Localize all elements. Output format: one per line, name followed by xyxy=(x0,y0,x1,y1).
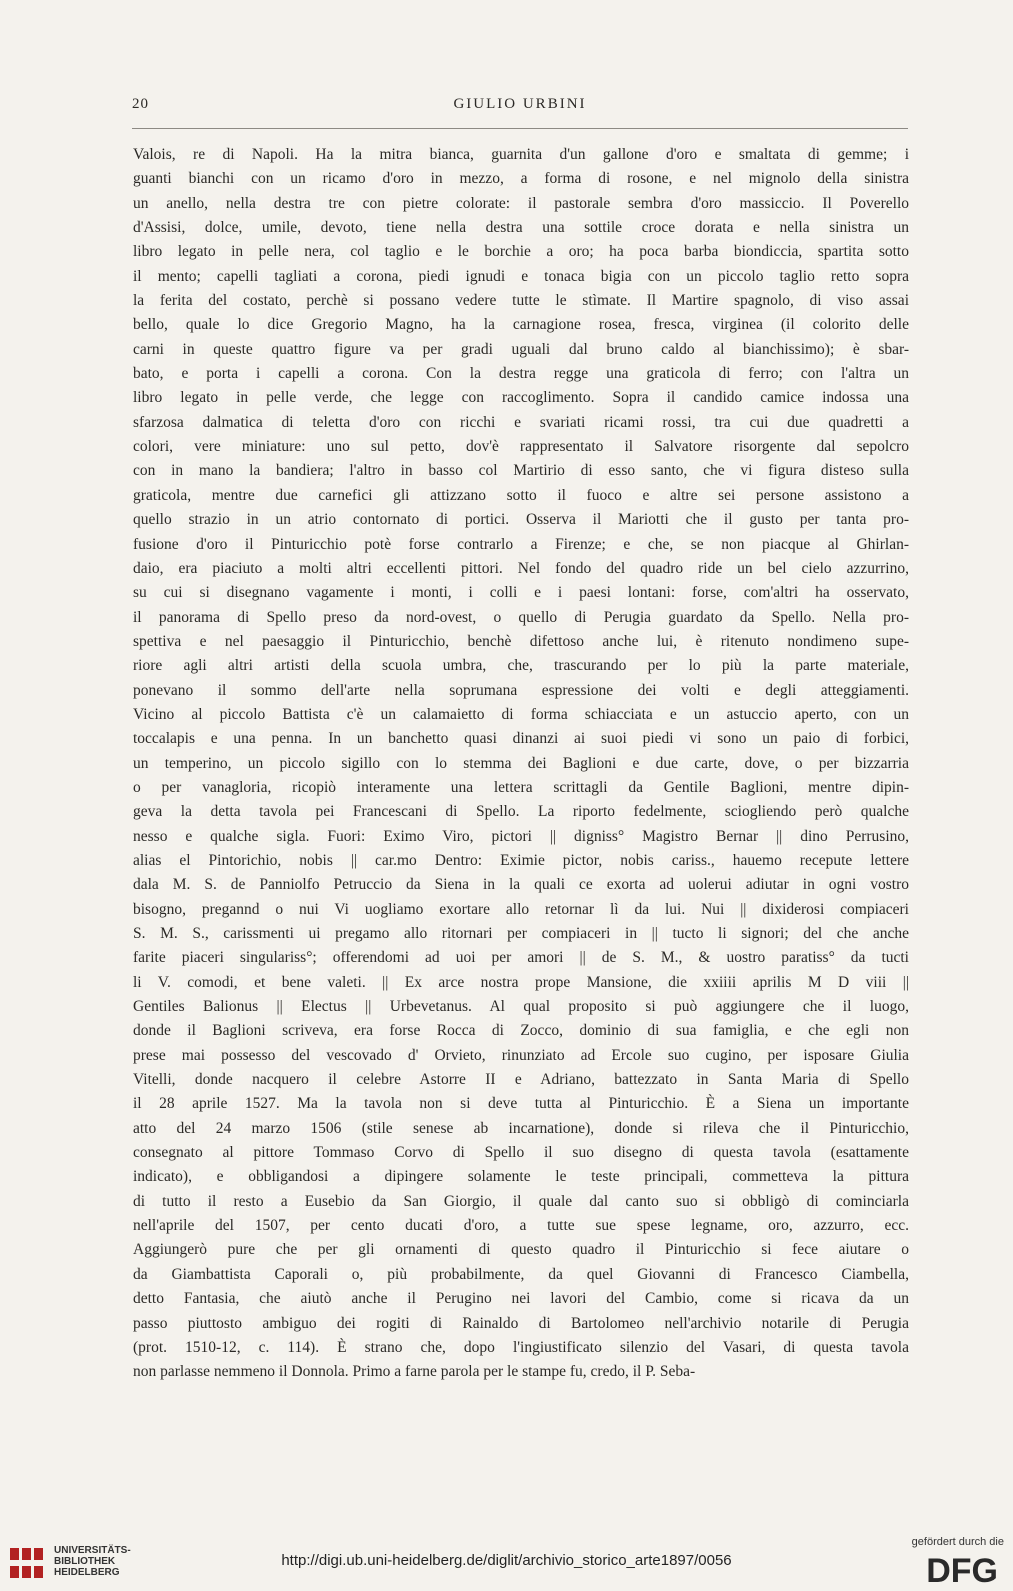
permalink-url[interactable]: http://digi.ub.uni-heidelberg.de/diglit/archivio_storico_arte1897/0056 xyxy=(281,1552,732,1569)
text-line: di tutto il resto a Eusebio da San Giorgio, il quale dal canto suo si obbligò di cominciarla xyxy=(133,1192,909,1210)
text-line: spettiva e nel paesaggio il Pinturicchio, benchè difettoso anche lui, è ritenuto nondimeno supe- xyxy=(133,632,909,650)
text-line: geva la detta tavola pei Francescani di Spello. La riporto fedelmente, sciogliendo però qualche xyxy=(133,803,909,821)
text-line: farite piaceri singulariss°; offerendomi ad uoi per amori || de S. M., & uostro paratiss° da tucti xyxy=(133,949,909,967)
text-line: un temperino, un piccolo sigillo con lo stemma dei Baglioni e due carte, dove, o per bizzarria xyxy=(133,754,909,772)
text-line: ponevano il sommo dell'arte nella soprumana espressione dei volti e degli atteggiamenti. xyxy=(133,681,909,699)
text-line: Vitelli, donde nacquero il celebre Astorre II e Adriano, battezzato in Santa Maria di Spello xyxy=(133,1071,909,1089)
text-line: S. M. S., carissmenti ui pregamo allo ritornari per compiaceri in || tucto li signori; del che anche xyxy=(133,925,909,942)
text-line: (prot. 1510-12, c. 114). È strano che, dopo l'ingiustificato silenzio del Vasari, di questa tavola xyxy=(133,1338,909,1356)
text-line: su cui si disegnano vagamente i monti, i colli e i paesi lontani: forse, com'altri ha osservato, xyxy=(133,584,909,602)
text-line: nesso e qualche sigla. Fuori: Eximo Viro, pictori || digniss° Magistro Bernar || dino Perrusino, xyxy=(133,827,909,845)
text-line: bato, e porta i capelli a corona. Con la destra regge una graticola di ferro; con l'altra un xyxy=(133,365,909,383)
text-line: prese mai possesso del vescovado d' Orvieto, rinunziato ad Ercole suo cugino, per isposare Giulia xyxy=(133,1046,909,1064)
dfg-funder[interactable] xyxy=(896,1536,1004,1586)
text-line: passo piuttosto ambiguo dei rogiti di Rainaldo di Bartolomeo nell'archivio notarile di Perugia xyxy=(133,1314,909,1332)
dfg-logo-icon xyxy=(898,1554,1002,1584)
text-line: quello strazio in un atrio contornato di portici. Osserva il Mariotti che il gusto per tanta pro- xyxy=(133,511,909,529)
text-line: guanti bianchi con un ricamo d'oro in mezzo, a forma di rosone, e nel mignolo della sinistra xyxy=(133,170,909,188)
text-line: Vicino al piccolo Battista c'è un calamaietto di forma schiacciata e un astuccio aperto, con un xyxy=(133,705,909,723)
text-line: o per vanagloria, ricopiò interamente una lettera scrittagli da Gentile Baglioni, mentre dipin- xyxy=(133,778,909,796)
text-line: toccalapis e una penna. In un banchetto quasi dinanzi ai suoi piedi vi sono un paio di forbici, xyxy=(133,730,909,748)
library-name-line: BIBLIOTHEK xyxy=(54,1556,116,1567)
text-line: detto Fantasia, che aiutò anche il Perugino nei lavori del Cambio, come si ricava da un xyxy=(133,1290,909,1308)
text-line: riore agli altri artisti della scuola umbra, che, trascurando per lo più la parte materiale, xyxy=(133,657,909,675)
text-line: nell'aprile del 1507, per cento ducati d'oro, a tutte sue spese legname, oro, azzurro, ecc. xyxy=(133,1217,909,1235)
header-rule xyxy=(132,128,908,129)
text-line: fusione d'oro il Pinturicchio potè forse contrarlo a Firenze; e che, se non piacque al Ghirlan- xyxy=(133,535,909,553)
paragraph xyxy=(133,143,909,1385)
text-line: bello, quale lo dice Gregorio Magno, ha la carnagione rosea, fresca, virginea (il colorito delle xyxy=(133,316,909,334)
text-line: un anello, nella destra tre con pietre colorate: il pastorale sembra d'oro massiccio. Il Poverello xyxy=(133,194,909,212)
text-line: alias el Pintorichio, nobis || car.mo Dentro: Eximie pictor, nobis cariss., hauemo recepute lettere xyxy=(133,851,909,869)
running-head: GIULIO URBINI xyxy=(453,96,587,112)
text-line: Aggiungerò pure che per gli ornamenti di questo quadro il Pinturicchio si fece aiutare o xyxy=(133,1241,909,1259)
text-line: dala M. S. de Panniolfo Petruccio da Siena in la quali ce exorta ad uolerui adiutar in ogni vostro xyxy=(133,876,909,894)
library-name-line: UNIVERSITÄTS- xyxy=(54,1545,131,1556)
text-line: il 28 aprile 1527. Ma la tavola non si deve tutta al Pinturicchio. È a Siena un importante xyxy=(133,1095,909,1113)
text-line: indicato), e obbligandosi a dipingere solamente le teste principali, commetteva la pittura xyxy=(133,1168,909,1186)
footer xyxy=(0,1530,1013,1591)
text-line: sfarzosa dalmatica di teletta d'oro con ricchi e svariati ricami rossi, tra cui due quadretti a xyxy=(133,413,909,431)
text-line: consegnato al pittore Tommaso Corvo di Spello il suo disegno di questa tavola (esattamente xyxy=(133,1144,909,1162)
text-line: Gentiles Balionus || Electus || Urbevetanus. Al qual proposito si può aggiungere che il luogo, xyxy=(133,998,909,1016)
library-name-line: HEIDELBERG xyxy=(54,1567,120,1578)
text-line: con in mano la bandiera; l'altro in basso col Martirio di esso santo, che vi figura disteso sulla xyxy=(133,462,909,480)
text-line: il panorama di Spello preso da nord-ovest, o quello di Perugia guardato da Spello. Nella pro- xyxy=(133,608,909,626)
funder-caption: gefördert durch die xyxy=(911,1536,1004,1548)
text-line: donde il Baglioni scriveva, era forse Rocca di Zocco, dominio di sua famiglia, e che egli non xyxy=(133,1022,909,1040)
page-header xyxy=(132,96,908,120)
text-line: libro legato in pelle nera, col taglio e le borchie a oro; ha poca barba biondiccia, spartita sotto xyxy=(133,243,909,261)
text-line: daio, era piaciuto a molti altri eccellenti pittori. Nel fondo del quadro ride un bel cielo azzurrino, xyxy=(133,559,909,577)
text-line: non parlasse nemmeno il Donnola. Primo a farne parola per le stampe fu, credo, il P. Seba- xyxy=(133,1363,696,1381)
text-line: Valois, re di Napoli. Ha la mitra bianca, guarnita d'un gallone d'oro e smaltata di gemme; i xyxy=(133,146,909,163)
dfg-logo-text: DFG xyxy=(926,1554,998,1584)
text-line: libro legato in pelle verde, che legge con raccoglimento. Sopra il candido camice indossa una xyxy=(133,389,909,407)
text-line: da Giambattista Caporali o, più probabilmente, da quel Giovanni di Francesco Ciambella, xyxy=(133,1265,909,1283)
text-line: carni in queste quattro figure va per gradi uguali dal bruno caldo al bianchissimo); è sbar- xyxy=(133,340,909,358)
text-line: li V. comodi, et bene valeti. || Ex arce nostra prope Mansione, die xxiiii aprilis M D viii || xyxy=(133,973,909,991)
text-line: colori, vere miniature: uno sul petto, dov'è rappresentato il Salvatore risorgente dal sepolcro xyxy=(133,438,909,456)
page-number: 20 xyxy=(132,96,149,112)
text-line: graticola, mentre due carnefici gli attizzano sotto il fuoco e altre sei persone assistono a xyxy=(133,486,909,504)
text-line: d'Assisi, dolce, umile, devoto, tiene nella destra una sottile croce dorata e nella sinistra un xyxy=(133,219,909,237)
text-line: atto del 24 marzo 1506 (stile senese ab incarnatione), donde si rileva che il Pinturicchio, xyxy=(133,1119,909,1137)
body-text xyxy=(133,143,909,1385)
text-line: bisogno, pregannd o nui Vi uogliamo exortare allo retornar lì da lui. Nui || dixiderosi compiaceri xyxy=(133,900,909,918)
text-line: la ferita del costato, perchè si possano vedere tutte le stìmate. Il Martire spagnolo, di viso assai xyxy=(133,292,909,310)
text-line: il mento; capelli tagliati a corona, piedi ignudi e tonaca bigia con un piccolo taglio retto sopra xyxy=(133,267,909,285)
